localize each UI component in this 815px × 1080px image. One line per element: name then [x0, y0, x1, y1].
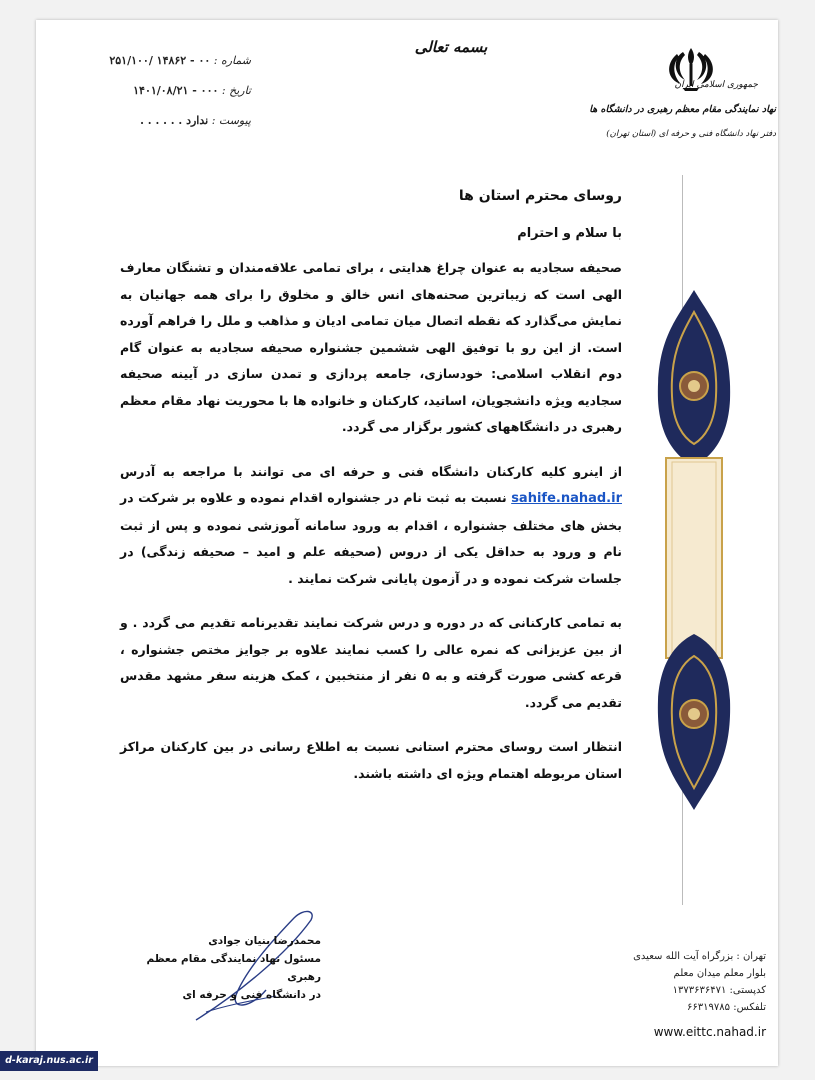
bismillah: بسمه تعالی: [414, 38, 488, 56]
country-name: جمهوری اسلامی ایران: [674, 80, 758, 90]
website-link[interactable]: www.eittc.nahad.ir: [653, 1025, 766, 1039]
signatory-institution: در دانشگاه فنی و حرفه ای: [182, 989, 321, 1001]
organization-header: [576, 80, 776, 139]
letter-date: تاریخ : ۰۰۰ - ۱۴۰۱/۰۸/۲۱: [133, 84, 251, 97]
source-watermark: d-karaj.nus.ac.ir: [0, 1051, 98, 1071]
postal-code: کدپستی: ۱۳۷۳۶۳۶۴۷۱: [672, 985, 766, 996]
letter-attachment: پیوست : ندارد . . . . . .: [140, 114, 251, 127]
letter-number: شماره : ۰۰ - ۱۴۸۶۲ /۲۵۱/۱۰۰: [109, 54, 251, 67]
decorative-ornament-icon: [654, 290, 734, 810]
signatory-title: مسئول نهاد نمایندگی مقام معظم رهبری: [146, 953, 321, 983]
signatory-name: محمدرضا بنیان جوادی: [208, 935, 321, 947]
organization-name: نهاد نمایندگی مقام معظم رهبری در دانشگاه ها: [589, 104, 776, 115]
fax-number: تلفکس: ۶۶۳۱۹۷۸۵: [687, 1002, 766, 1013]
letter-body: [120, 188, 622, 805]
paragraph-awards: به تمامی کارکنانی که در دوره و درس شرکت نمایند تقدیرنامه تقدیم می گردد . و از بین عزیزانی که نمره عالی را کسب نمایند علاوه بر جوایز مختص جشنواره ، قرعه کشی صورت گرفته و به ۵ نفر از منتخبین ، کمک هزینه سفر مشهد مقدس تقدیم می گردد.: [120, 615, 622, 710]
letter-meta: [76, 54, 251, 144]
paragraph-request: انتظار است روسای محترم استانی نسبت به اطلاع رسانی در بین کارکنان مراکز استان مربوطه اهتمام ویژه ای داشته باشند.: [120, 739, 622, 781]
signature-block: [146, 932, 321, 1004]
address-line-1: تهران : بزرگراه آیت الله سعیدی: [633, 951, 766, 962]
office-name: دفتر نهاد دانشگاه فنی و حرفه ای (استان تهران): [606, 129, 776, 139]
paragraph-intro: صحیفه سجادیه به عنوان چراغ هدایتی ، برای تمامی علاقه‌مندان و تشنگان معارف الهی است که زیباترین صحنه‌های انس خالق و مخلوق را برای همه جهانیان به نمایش می‌گذارد که نقطه اتصال میان تمامی ادیان و مذاهب و ملل را فراهم آورده است. از این رو با توفیق الهی ششمین جشنواره صحیفه سجادیه به عنوان گام دوم انقلاب اسلامی: خودسازی، جامعه پردازی و تمدن سازی در آیینه صحیفه سجادیه ویژه دانشجویان، اساتید، کارکنان و خانواده ها با محوریت نهاد مقام معظم رهبری در دانشگاههای کشور برگزار می گردد.: [120, 260, 622, 434]
registration-link[interactable]: sahife.nahad.ir: [511, 491, 622, 506]
address-line-2: بلوار معلم میدان معلم: [673, 968, 766, 979]
greeting: با سلام و احترام: [517, 226, 622, 241]
letter-page: [36, 20, 778, 1066]
contact-info: [596, 948, 766, 1041]
paragraph-registration: از اینرو کلیه کارکنان دانشگاه فنی و حرفه ای می توانند با مراجعه به آدرس sahife.nahad.ir نسبت به ثبت نام در جشنواره اقدام نموده و علاوه بر شرکت در بخش های مختلف جشنواره ، اقدام به ورود سامانه آموزشی نموده و پس از ثبت نام و ورود به حداقل یکی از دروس (صحیفه علم و امید – صحیفه زندگی) در جلسات شرکت نموده و در آزمون پایانی شرکت نمایند .: [120, 463, 622, 586]
addressee: روسای محترم استان ها: [458, 188, 622, 204]
